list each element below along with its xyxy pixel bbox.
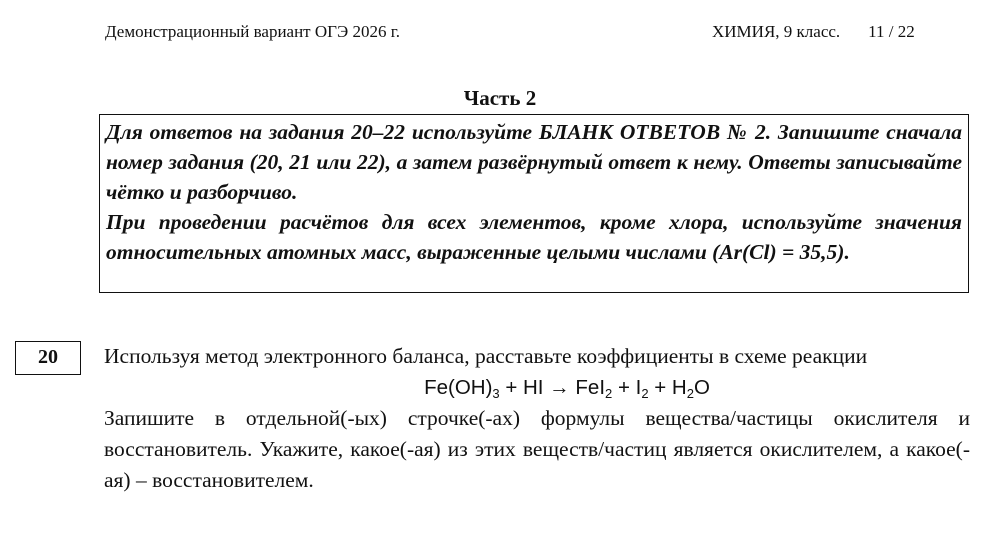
reaction-formula: $Fe(OH)_3$ + HI → $FeI_2 + I_2 + H_2O$	[424, 376, 710, 401]
header-page-number: 11 / 22	[868, 22, 915, 41]
part-title: Часть 2	[463, 86, 537, 110]
instructions-paragraph-2: При проведении расчётов для всех элементов, кроме хлора, используйте значения относительных атомных масс, выраженные целыми числами (Ar(Cl) = 35,5).	[106, 210, 962, 264]
instructions-paragraph-1: Для ответов на задания 20–22 используйте БЛАНК ОТВЕТОВ № 2. Запишите сначала номер задания (20, 21 или 22), а затем развёрнутый ответ к нему. Ответы записывайте чётко и разборчиво.	[106, 120, 962, 204]
header-subject: ХИМИЯ, 9 класс.	[712, 22, 841, 41]
task-question: Запишите в отдельной(-ых) строчке(-ах) формулы вещества/частицы окислителя и восстановитель. Укажите, какое(-ая) из этих веществ/частиц является окислителем, а какое(-ая) – восстановителем.	[104, 406, 970, 492]
instructions-box	[99, 114, 969, 293]
task-text	[104, 341, 970, 496]
task-intro: Используя метод электронного баланса, расставьте коэффициенты в схеме реакции	[104, 344, 868, 368]
header-exam-title: Демонстрационный вариант ОГЭ 2026 г.	[105, 22, 400, 41]
task-number-box: 20	[15, 341, 81, 375]
header-subject-page	[712, 22, 915, 42]
